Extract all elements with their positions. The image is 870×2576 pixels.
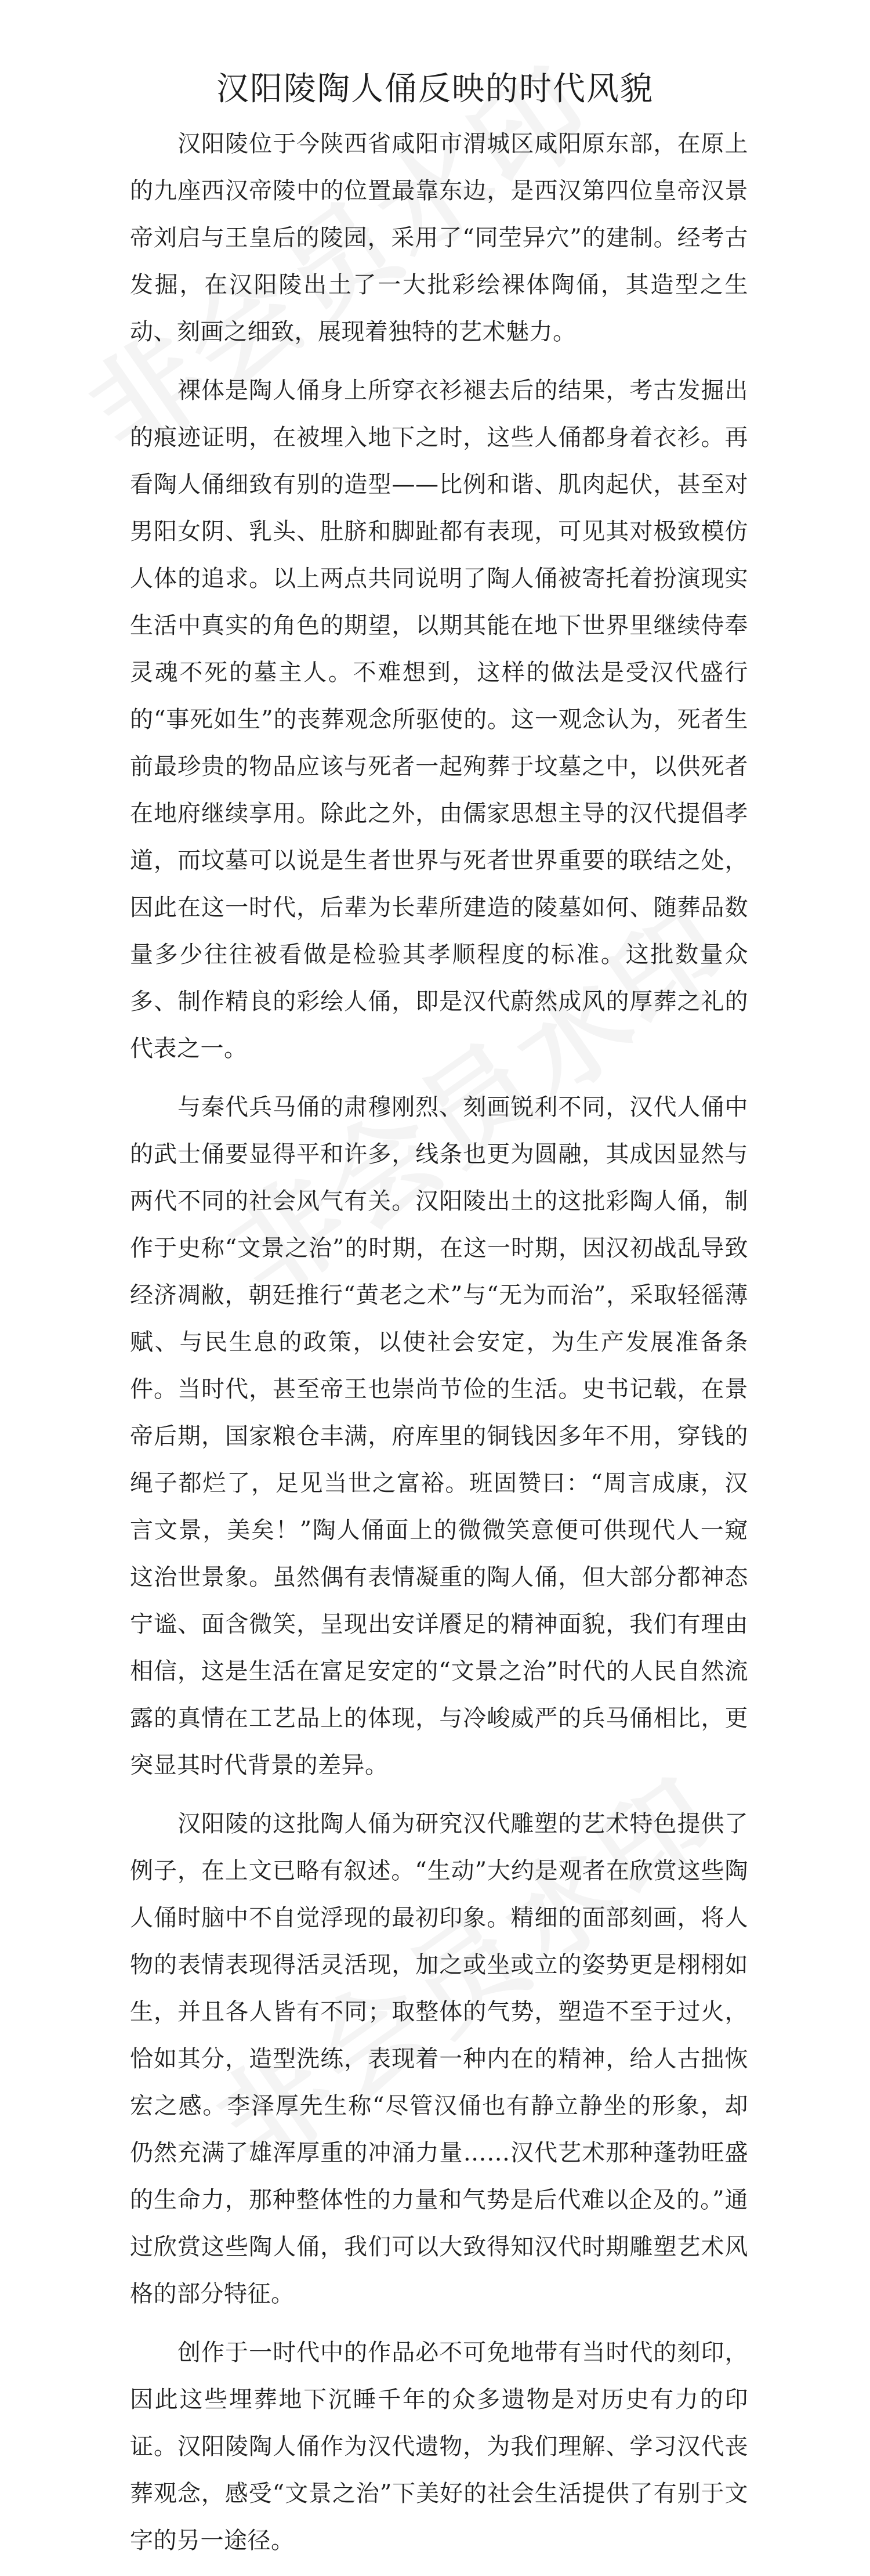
paragraph-1: 汉阳陵位于今陕西省咸阳市渭城区咸阳原东部，在原上的九座西汉帝陵中的位置最靠东边，是西汉第四位皇帝汉景帝刘启与王皇后的陵园，采用了“同茔异穴”的建制。经考古发掘，在汉阳陵出土了一大批彩绘裸体陶俑，其造型之生动、刻画之细致，展现着独特的艺术魅力。	[130, 131, 748, 345]
article-title: 汉阳陵陶人俑反映的时代风貌	[216, 70, 654, 108]
paragraph-4: 汉阳陵的这批陶人俑为研究汉代雕塑的艺术特色提供了例子，在上文已略有叙述。“生动”大约是观者在欣赏这些陶人俑时脑中不自觉浮现的最初印象。精细的面部刻画，将人物的表情表现得活灵活现，加之或坐或立的姿势更是栩栩如生，并且各人皆有不同；取整体的气势，塑造不至于过火，恰如其分，造型洗练，表现着一种内在的精神，给人古拙恢宏之感。李泽厚先生称“尽管汉俑也有静立静坐的形象，却仍然充满了雄浑厚重的冲涌力量……汉代艺术那种蓬勃旺盛的生命力，那种整体性的力量和气势是后代难以企及的。”通过欣赏这些陶人俑，我们可以大致得知汉代时期雕塑艺术风格的部分特征。	[130, 1811, 748, 2307]
article-body	[130, 121, 748, 2576]
paragraph-5: 创作于一时代中的作品必不可免地带有当时代的刻印，因此这些埋葬地下沉睡千年的众多遗物是对历史有力的印证。汉阳陵陶人俑作为汉代遗物，为我们理解、学习汉代丧葬观念，感受“文景之治”下美好的社会生活提供了有别于文字的另一途径。	[130, 2339, 748, 2554]
paragraph-2: 裸体是陶人俑身上所穿衣衫褪去后的结果，考古发掘出的痕迹证明，在被埋入地下之时，这些人俑都身着衣衫。再看陶人俑细致有别的造型——比例和谐、肌肉起伏，甚至对男阳女阴、乳头、肚脐和脚趾都有表现，可见其对极致模仿人体的追求。以上两点共同说明了陶人俑被寄托着扮演现实生活中真实的角色的期望，以期其能在地下世界里继续侍奉灵魂不死的墓主人。不难想到，这样的做法是受汉代盛行的“事死如生”的丧葬观念所驱使的。这一观念认为，死者生前最珍贵的物品应该与死者一起殉葬于坟墓之中，以供死者在地府继续享用。除此之外，由儒家思想主导的汉代提倡孝道，而坟墓可以说是生者世界与死者世界重要的联结之处，因此在这一时代，后辈为长辈所建造的陵墓如何、随葬品数量多少往往被看做是检验其孝顺程度的标准。这批数量众多、制作精良的彩绘人俑，即是汉代蔚然成风的厚葬之礼的代表之一。	[130, 377, 748, 1062]
paragraph-3: 与秦代兵马俑的肃穆刚烈、刻画锐利不同，汉代人俑中的武士俑要显得平和许多，线条也更为圆融，其成因显然与两代不同的社会风气有关。汉阳陵出土的这批彩陶人俑，制作于史称“文景之治”的时期，在这一时期，因汉初战乱导致经济凋敝，朝廷推行“黄老之术”与“无为而治”，采取轻徭薄赋、与民生息的政策，以使社会安定，为生产发展准备条件。当时代，甚至帝王也崇尚节俭的生活。史书记载，在景帝后期，国家粮仓丰满，府库里的铜钱因多年不用，穿钱的绳子都烂了，足见当世之富裕。班固赞曰：“周言成康，汉言文景，美矣！”陶人俑面上的微微笑意便可供现代人一窥这治世景象。虽然偶有表情凝重的陶人俑，但大部分都神态宁谧、面含微笑，呈现出安详餍足的精神面貌，我们有理由相信，这是生活在富足安定的“文景之治”时代的人民自然流露的真情在工艺品上的体现，与冷峻威严的兵马俑相比，更突显其时代背景的差异。	[130, 1094, 748, 1779]
